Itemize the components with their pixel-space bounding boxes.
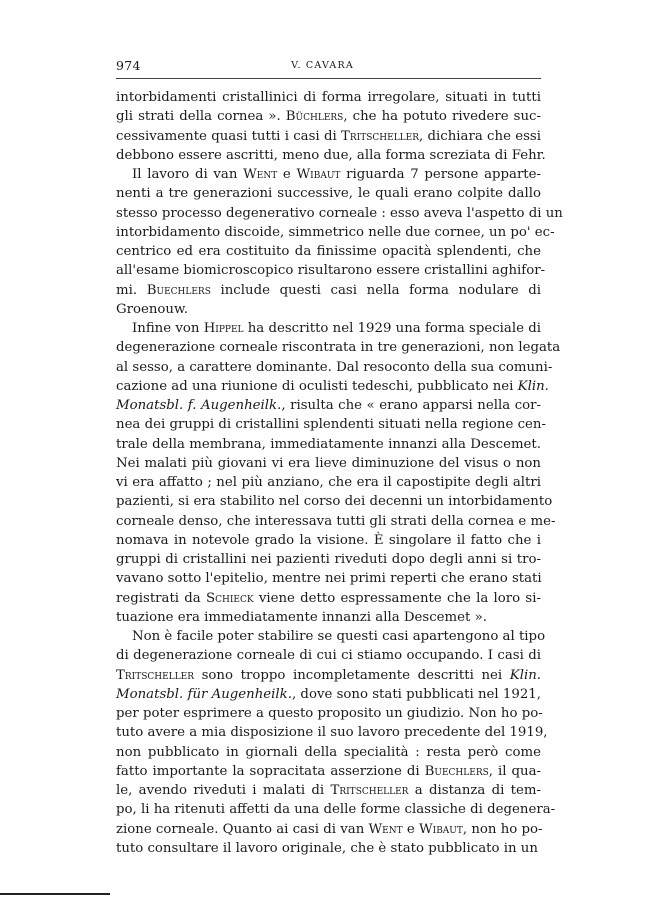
text-run: , il qua-	[488, 763, 541, 779]
text-line	[116, 646, 541, 665]
author-name: Wibaut	[296, 167, 341, 182]
text-run: include questi casi nella forma nodulare di	[210, 282, 541, 298]
text-run: sono troppo incompletamente descritti nei	[193, 667, 510, 683]
running-title: V. CAVARA	[291, 60, 354, 71]
journal-title: Monatsbl. f. Augenheilk.	[116, 398, 282, 413]
text-line	[116, 743, 541, 762]
text-run: , dichiara che essi	[419, 128, 541, 144]
text-run: pazienti, si era stabilito nel corso dei decenni un intorbidamento	[116, 494, 553, 510]
text-line	[116, 666, 541, 685]
text-line	[116, 762, 541, 781]
text-run: cessivamente quasi tutti i casi di	[116, 128, 342, 144]
text-run: debbono essere ascritti, meno due, alla forma screziata di Fehr.	[116, 147, 546, 163]
text-line	[116, 704, 541, 723]
author-name: Went	[243, 167, 278, 182]
text-run: , risulta che « erano apparsi nella cor-	[281, 398, 541, 413]
author-name: Wibaut	[418, 821, 463, 837]
text-run: degenerazione corneale riscontrata in tre generazioni, non legata	[116, 340, 561, 356]
text-line	[116, 608, 541, 627]
journal-title: Klin.	[509, 667, 541, 683]
text-run: tuazione era immediatamente innanzi alla Descemet ».	[116, 609, 487, 625]
text-line	[116, 88, 541, 107]
text-run: mi.	[116, 282, 147, 298]
text-run: , dove sono stati pubblicati nel 1921,	[291, 686, 541, 702]
text-run: centrico ed era costituito da finissime opacità splendenti, che	[116, 244, 541, 259]
bottom-rule	[0, 893, 110, 895]
text-run: vi era affatto ; nel più anziano, che era il capostipite degli altri	[116, 475, 541, 490]
text-line	[116, 627, 546, 646]
text-run: non pubblicato in giornali della specialità : resta però come	[116, 744, 541, 760]
text-line	[116, 377, 549, 396]
journal-title: Klin.	[517, 378, 549, 394]
author-name: Tritschеller	[330, 783, 409, 798]
text-run: zione corneale. Quanto ai casi di van	[116, 821, 369, 837]
text-run: Non è facile poter stabilire se questi casi apartengono al tipo	[132, 629, 546, 644]
text-line	[116, 800, 556, 819]
text-line	[116, 204, 563, 223]
text-run: , non ho po-	[462, 821, 543, 837]
text-run: vavano sotto l'epitelio, mentre nei primi reperti che erano stati	[116, 571, 542, 587]
text-run: intorbidamento discoide, simmetrico nelle due cornee, un po' ec-	[116, 224, 555, 240]
author-name: Büchlers	[285, 109, 344, 125]
text-line	[116, 242, 541, 261]
text-run: nenti a tre generazioni successive, le quali erano colpite dallo	[116, 186, 541, 202]
header-rule	[116, 78, 541, 79]
text-line	[116, 820, 541, 839]
text-line	[116, 281, 541, 300]
text-line	[116, 589, 541, 608]
text-line	[116, 223, 555, 242]
text-run: al sesso, a carattere dominante. Dal resoconto della sua comuni-	[116, 359, 553, 375]
author-name: Tritschеller	[116, 667, 194, 683]
text-run: a distanza di tem-	[408, 783, 541, 798]
text-run: stesso processo degenerativo corneale : esso aveva l'aspetto di un	[116, 205, 563, 221]
author-name: Buechlers	[424, 763, 489, 779]
text-line	[116, 492, 553, 511]
text-run: cazione ad una riunione di oculisti tedeschi, pubblicato nei	[116, 378, 518, 394]
text-line	[116, 146, 546, 165]
text-run: le, avendo riveduti i malati di	[116, 783, 331, 798]
text-run: , che ha potuto rivedere suc-	[343, 109, 541, 125]
text-run: corneale denso, che interessava tutti gli strati della cornea e me-	[116, 513, 556, 529]
text-run: di degenerazione corneale di cui ci stiamo occupando. I casi di	[116, 648, 541, 664]
text-run: trale della membrana, immediatamente innanzi alla Descemet.	[116, 436, 541, 452]
text-line	[116, 781, 541, 800]
text-run: Nei malati più giovani vi era lieve diminuzione del visus o non	[116, 455, 541, 471]
text-run: per poter esprimere a questo proposito un giudizio. Non ho po-	[116, 706, 543, 721]
text-line	[116, 531, 541, 550]
text-run: po, li ha ritenuti affetti da una delle forme classiche di degenera-	[116, 802, 556, 818]
text-line	[116, 396, 541, 415]
author-name: Hippel	[203, 321, 244, 336]
text-line	[116, 550, 541, 569]
text-run: gruppi di cristallini nei pazienti riveduti dopo degli anni si tro-	[116, 552, 541, 567]
text-run: Infine von	[132, 321, 204, 336]
author-name: Tritschеller	[341, 128, 420, 144]
text-run: fatto importante la sopracitata asserzione di	[116, 763, 425, 779]
text-line	[116, 512, 556, 531]
journal-title: Monatsbl. für Augenheilk.	[116, 686, 292, 702]
author-name: Went	[368, 821, 403, 837]
text-line	[116, 261, 546, 280]
text-run: ha descritto nel 1929 una forma speciale di	[243, 321, 541, 336]
text-line	[116, 569, 541, 588]
text-line	[116, 184, 541, 203]
text-line	[116, 415, 546, 434]
text-run: nea dei gruppi di cristallini splendenti situati nella regione cen-	[116, 417, 546, 433]
text-line	[116, 107, 541, 126]
author-name: Schieck	[205, 590, 254, 606]
page-number: 974	[116, 58, 141, 73]
text-line	[116, 300, 541, 319]
text-run: viene detto espressamente che la loro si-	[253, 590, 541, 606]
text-run: intorbidamenti cristallinici di forma irregolare, situati in tutti	[116, 90, 541, 105]
text-run: nomava in notevole grado la visione. È singolare il fatto che i	[116, 532, 541, 548]
text-run: Il lavoro di van	[132, 167, 244, 182]
text-run: tuto consultare il lavoro originale, che è stato pubblicato in un	[116, 840, 538, 856]
text-run: riguarda 7 persone apparte-	[340, 167, 542, 182]
text-line	[116, 454, 541, 473]
text-line	[116, 723, 548, 742]
text-line	[116, 338, 561, 357]
text-line	[116, 473, 541, 492]
body-text	[116, 88, 563, 858]
text-run: all'esame biomicroscopico risultarono essere cristallini aghifor-	[116, 263, 546, 279]
text-line	[116, 127, 541, 146]
text-run: tuto avere a mia disposizione il suo lavoro precedente del 1919,	[116, 725, 548, 741]
text-run: e	[277, 167, 297, 182]
text-line	[116, 165, 541, 184]
text-line	[116, 319, 541, 338]
text-line	[116, 358, 553, 377]
text-run: gli strati della cornea ».	[116, 109, 286, 125]
text-run: registrati da	[116, 590, 206, 606]
text-line	[116, 685, 541, 704]
text-run: Groenouw.	[116, 301, 189, 317]
text-line	[116, 839, 541, 858]
author-name: Buechlers	[146, 282, 211, 298]
text-run: e	[402, 821, 419, 837]
text-line	[116, 435, 541, 454]
